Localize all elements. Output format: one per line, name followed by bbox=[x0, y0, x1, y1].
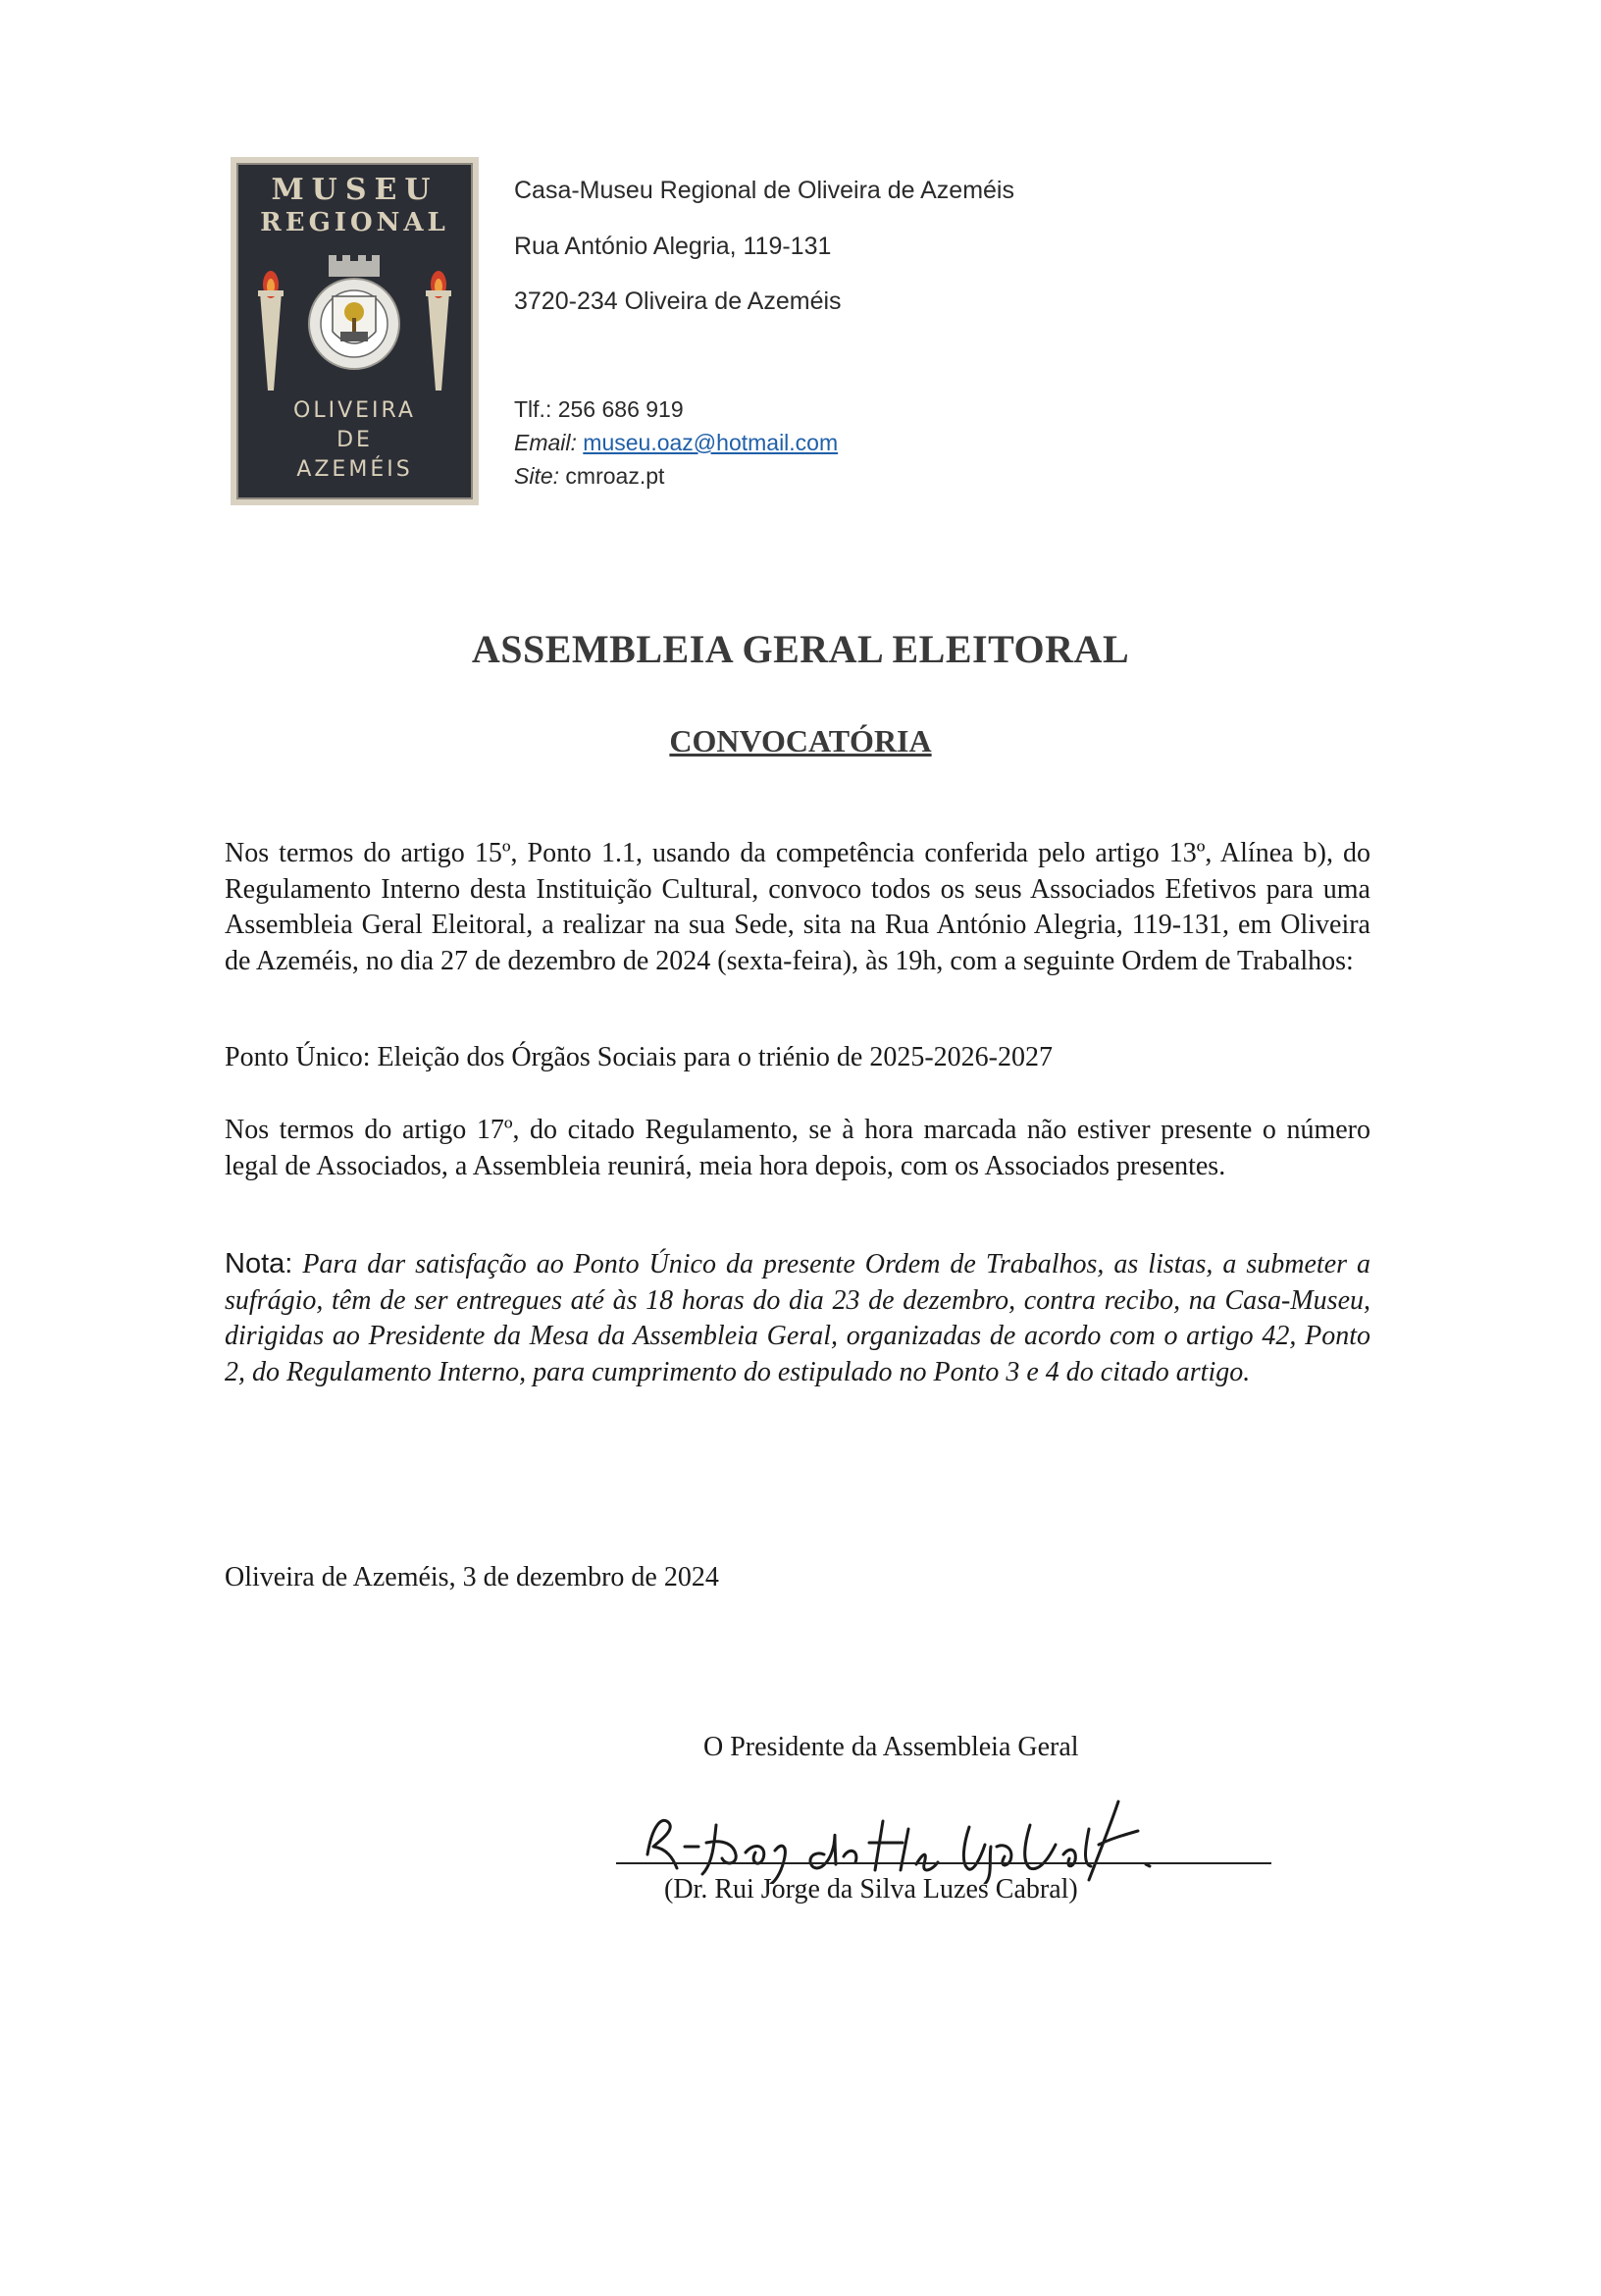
document-title: ASSEMBLEIA GERAL ELEITORAL bbox=[471, 627, 1130, 671]
email-link[interactable]: museu.oaz@hotmail.com bbox=[583, 430, 839, 455]
note-label: Nota: bbox=[225, 1248, 293, 1279]
site-label: Site: bbox=[514, 463, 560, 489]
logo-line-2: REGIONAL bbox=[260, 208, 449, 237]
logo-line-1: MUSEU bbox=[271, 173, 439, 207]
handwritten-signature bbox=[608, 1786, 1216, 1884]
logo-line-4: DE bbox=[336, 428, 373, 452]
email-line bbox=[514, 430, 838, 456]
street-address: Rua António Alegria, 119-131 bbox=[514, 233, 832, 260]
place-date: Oliveira de Azeméis, 3 de dezembro de 2024 bbox=[225, 1562, 719, 1592]
quorum-paragraph: Nos termos do artigo 17º, do citado Regulamento, se à hora marcada não estiver presente o número legal de Associados, a Assembleia reunirá, meia hora depois, com os Associados presentes. bbox=[225, 1115, 1370, 1181]
logo-panel bbox=[236, 163, 473, 499]
email-label: Email: bbox=[514, 430, 577, 455]
signatory-name: (Dr. Rui Jorge da Silva Luzes Cabral) bbox=[664, 1874, 1078, 1905]
document-subtitle: CONVOCATÓRIA bbox=[669, 723, 932, 758]
phone-number: Tlf.: 256 686 919 bbox=[514, 396, 684, 422]
museum-crest-icon bbox=[238, 253, 471, 400]
site-line bbox=[514, 463, 664, 490]
site-url: cmroaz.pt bbox=[565, 463, 665, 489]
president-title: O Presidente da Assembleia Geral bbox=[703, 1732, 1079, 1762]
institution-name: Casa-Museu Regional de Oliveira de Azeméis bbox=[514, 177, 1014, 204]
logo-line-3: OLIVEIRA bbox=[293, 398, 416, 423]
note-text: Para dar satisfação ao Ponto Único da presente Ordem de Trabalhos, as listas, a submeter a sufrágio, têm de ser entregues até às 18 horas do dia 23 de dezembro, contra recibo, na Casa-Museu, dirigidas ao Presidente da Mesa da Assembleia Geral, organizadas de acordo com o artigo 42, Ponto 2, do Regulamento Interno, para cumprimento do estipulado no Ponto 3 e 4 do citado artigo. bbox=[225, 1249, 1371, 1387]
signature-line bbox=[616, 1862, 1271, 1864]
logo-line-5: AZEMÉIS bbox=[296, 457, 413, 482]
postal-address: 3720-234 Oliveira de Azeméis bbox=[514, 287, 842, 315]
agenda-item: Ponto Único: Eleição dos Órgãos Sociais para o triénio de 2025-2026-2027 bbox=[225, 1042, 1053, 1072]
convocation-paragraph: Nos termos do artigo 15º, Ponto 1.1, usando da competência conferida pelo artigo 13º, Alínea b), do Regulamento Interno desta Instituição Cultural, convoco todos os seus Associados Efetivos para uma Assembleia Geral Eleitoral, a realizar na sua Sede, sita na Rua António Alegria, 119-131, em Oliveira de Azeméis, no dia 27 de dezembro de 2024 (sexta-feira), às 19h, com a seguinte Ordem de Trabalhos: bbox=[225, 838, 1370, 976]
note-paragraph bbox=[225, 1246, 1370, 1390]
museum-logo bbox=[231, 157, 479, 505]
